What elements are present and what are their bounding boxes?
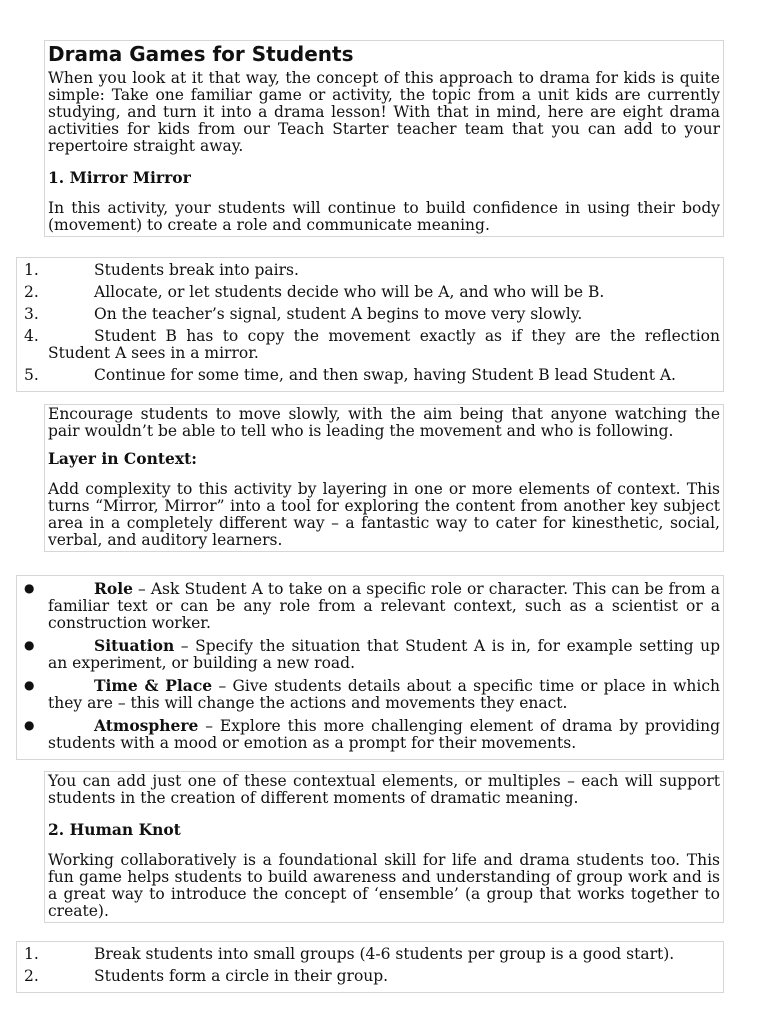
human-knot-section (44, 771, 724, 923)
list-number: 1. (24, 261, 39, 279)
layer-context-paragraph: Add complexity to this activity by layering in one or more elements of context. This turns “Mirror, Mirror” into a tool for exploring the content from another key subject area in a completely different way – a fantastic way to cater for kinesthetic, social, verbal, and auditory learners. (48, 480, 720, 549)
section-heading-human-knot: 2. Human Knot (48, 820, 181, 839)
bullet-term: Time & Place (94, 676, 213, 695)
context-elements-list (16, 575, 724, 760)
list-number: 2. (24, 283, 39, 301)
bullet-term: Role (94, 579, 133, 598)
bullet-icon: ● (24, 718, 35, 732)
list-item (20, 580, 720, 632)
encourage-paragraph: Encourage students to move slowly, with the aim being that anyone watching the pair wouldn’t be able to tell who is leading the movement and who is following. (48, 405, 720, 440)
context-section (44, 404, 724, 552)
list-item-text: Student B has to copy the movement exactly as if they are the reflection Student A sees in a mirror. (48, 327, 720, 362)
bullet-icon: ● (24, 678, 35, 692)
list-item (20, 968, 720, 985)
layer-context-heading: Layer in Context: (48, 449, 198, 468)
list-item-text: Students break into pairs. (94, 261, 299, 279)
bullet-text: – Explore this more challenging element of drama by providing students with a mood or emotion as a prompt for their movements. (48, 717, 720, 752)
list-item (20, 637, 720, 672)
list-item (20, 306, 720, 323)
intro-section (44, 40, 724, 237)
list-item-text: Continue for some time, and then swap, having Student B lead Student A. (94, 366, 676, 384)
list-number: 5. (24, 366, 39, 384)
page-title: Drama Games for Students (48, 42, 354, 66)
list-number: 3. (24, 305, 39, 323)
list-item (20, 284, 720, 301)
list-number: 2. (24, 967, 39, 985)
bullet-text: – Specify the situation that Student A is in, for example setting up an experiment, or building a new road. (48, 637, 720, 672)
section-paragraph: In this activity, your students will continue to build confidence in using their body (movement) to create a role and communicate meaning. (48, 199, 720, 234)
list-number: 4. (24, 327, 39, 345)
list-item-text: Allocate, or let students decide who will be A, and who will be B. (94, 283, 605, 301)
bullet-term: Situation (94, 636, 175, 655)
list-item-text: Break students into small groups (4-6 students per group is a good start). (94, 945, 675, 963)
steps-list-mirror (16, 257, 724, 392)
bullet-text: – Ask Student A to take on a specific role or character. This can be from a familiar text or can be any role from a relevant context, such as a scientist or a construction worker. (48, 580, 720, 632)
section-heading-mirror: 1. Mirror Mirror (48, 168, 191, 187)
bullet-icon: ● (24, 638, 35, 652)
bullet-term: Atmosphere (94, 716, 199, 735)
list-number: 1. (24, 945, 39, 963)
list-item (20, 677, 720, 712)
list-item (20, 328, 720, 362)
list-item-text: Students form a circle in their group. (94, 967, 389, 985)
bullet-icon: ● (24, 581, 35, 595)
human-knot-paragraph: Working collaboratively is a foundational skill for life and drama students too. This fun game helps students to build awareness and understanding of group work and is a great way to introduce the concept of ‘ensemble’ (a group that works together to create). (48, 851, 720, 920)
list-item (20, 262, 720, 279)
intro-paragraph: When you look at it that way, the concept of this approach to drama for kids is quite simple: Take one familiar game or activity, the topic from a unit kids are currently studying, and turn it into a drama lesson! With that in mind, here are eight drama activities for kids from our Teach Starter teacher team that you can add to your repertoire straight away. (48, 69, 720, 155)
list-item-text: On the teacher’s signal, student A begins to move very slowly. (94, 305, 583, 323)
steps-list-human-knot (16, 941, 724, 993)
list-item (20, 717, 720, 752)
bullet-text: – Give students details about a specific time or place in which they are – this will change the actions and movements they enact. (48, 677, 721, 712)
list-item (20, 367, 720, 384)
contextual-summary-paragraph: You can add just one of these contextual elements, or multiples – each will support students in the creation of different moments of dramatic meaning. (48, 772, 720, 807)
list-item (20, 946, 720, 963)
